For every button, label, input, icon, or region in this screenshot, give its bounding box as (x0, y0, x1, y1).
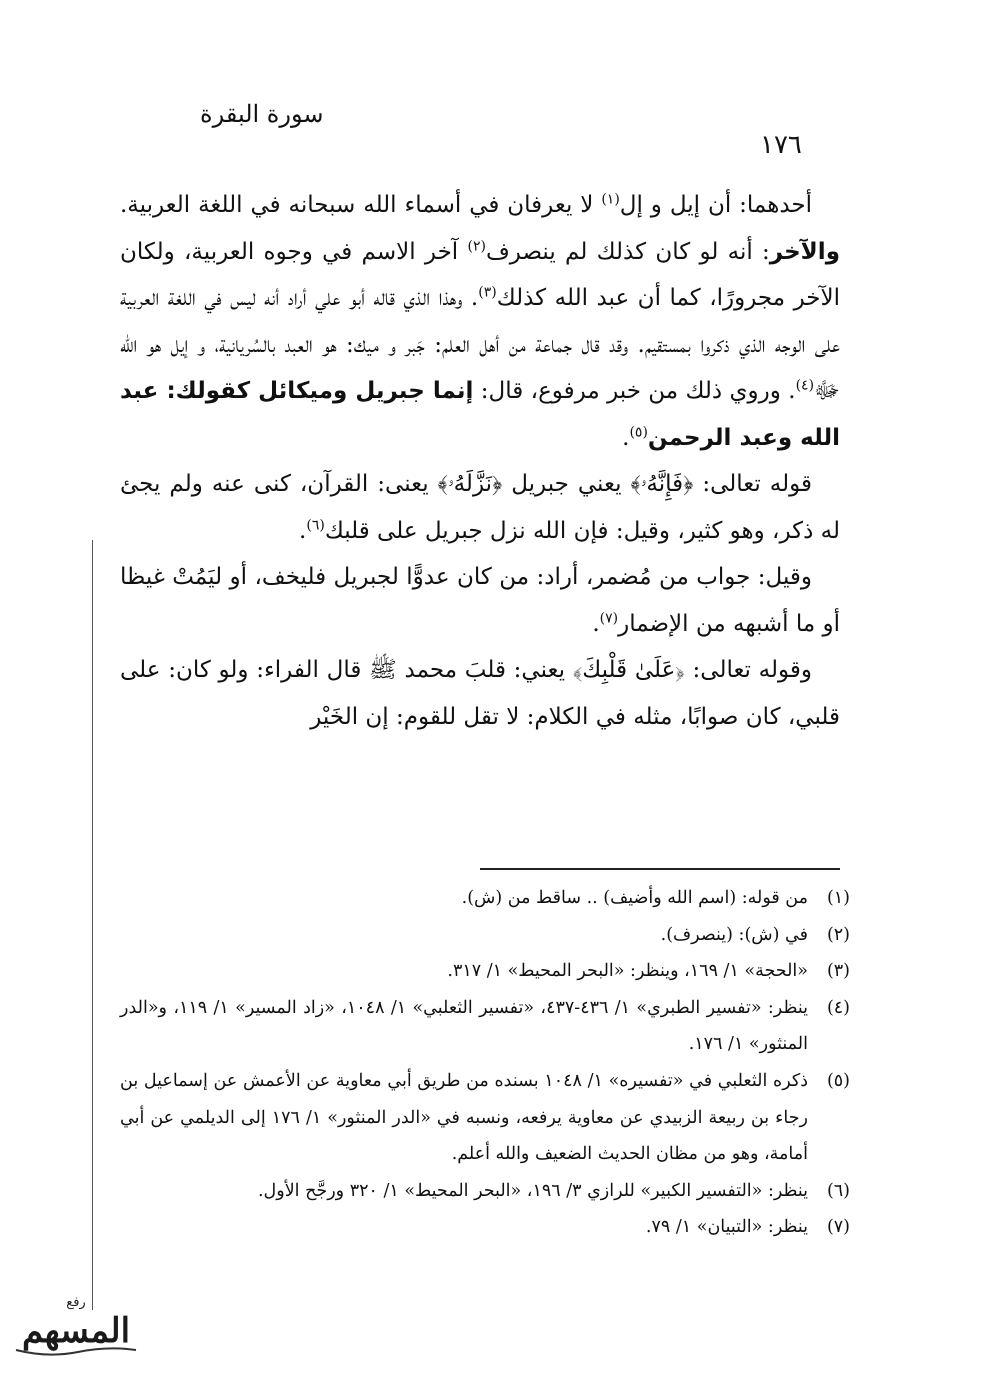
hadith-quote: إنما جبريل وميكائل كقولك: عبد الله وعبد الرحمن (120, 378, 840, 451)
footnote-text: من قوله: (اسم الله وأضيف) .. ساقط من (ش). (461, 888, 808, 908)
footnote-ref-1: (١) (601, 191, 620, 208)
footnote-number: (٤) (826, 997, 850, 1018)
footnote-divider (480, 868, 840, 870)
text-span: وقيل: جواب من مُضمر، أراد: من كان عدوًّا لجبريل فليخف، أو ليَمُتْ غيظا أو ما أشبهه من الإضمار (120, 564, 840, 637)
text-span: : أنه لو كان كذلك لم ينصرف (485, 238, 770, 265)
footnote-6 (120, 1173, 850, 1210)
logo-text: المسهم (21, 1311, 131, 1351)
footnote-text: ينظر: «تفسير الطبري» ١/ ٤٣٦-٤٣٧، «تفسير الثعلبي» ١/ ١٠٤٨، «زاد المسير» ١/ ١١٩، و«الدر المنثور» ١/ ١٧٦. (120, 997, 808, 1055)
text-span: قوله تعالى: ﴿فَإِنَّهُۥ﴾ يعني جبريل ﴿نَزَّلَهُۥ﴾ يعنى: القرآن، كنى عنه ولم يجئ له ذكر، وهو كثير، وقيل: فإن الله نزل جبريل على قلبك (120, 471, 840, 544)
footnote-ref-2: (٢) (467, 237, 486, 254)
footnote-text: ينظر: «التبيان» ١/ ٧٩. (645, 1217, 808, 1238)
text-span: آخر الاسم في وجوه العربية، ولكان الآخر مجرورًا، كما أن عبد الله كذلك (120, 238, 840, 311)
footnote-number: (١) (826, 888, 850, 908)
footnote-text: ذكره الثعلبي في «تفسيره» ١/ ١٠٤٨ بسنده من طريق أبي معاوية عن الأعمش عن إسماعيل بن رجاء بن ربيعة الزبيدي عن معاوية يرفعه، ونسبه في «الدر المنثور» ١/ ١٧٦ إلى الديلمي عن أبي أمامة، وهو من مظان الحديث الضعيف والله أعلم. (120, 1070, 808, 1165)
logo-small-text: رفع (66, 1295, 86, 1310)
main-text (120, 182, 840, 740)
margin-line (92, 540, 93, 1310)
footnote-1 (120, 880, 850, 917)
footnote-text: ينظر: «التفسير الكبير» للرازي ٣/ ١٩٦، «البحر المحيط» ١/ ٣٢٠ ورجَّح الأول. (257, 1180, 808, 1201)
footnote-2 (120, 917, 850, 954)
footnote-5 (120, 1063, 850, 1173)
footnote-3 (120, 953, 850, 990)
footnote-text: في (ش): (ينصرف). (660, 924, 808, 945)
surah-title: سورة البقرة (200, 100, 324, 128)
footnote-text: «الحجة» ١/ ١٦٩، وينظر: «البحر المحيط» ١/ ٣١٧. (447, 961, 808, 982)
footnote-number: (٥) (826, 1070, 850, 1091)
text-span: . (622, 424, 630, 451)
bold-term: والآخر (769, 238, 840, 265)
footnote-number: (٣) (826, 961, 850, 982)
footnote-number: (٦) (826, 1180, 850, 1201)
footnote-ref-7: (٧) (599, 609, 619, 626)
text-span: . (592, 610, 600, 637)
text-span: لا يعرفان في أسماء الله سبحانه في اللغة العربية. (120, 192, 602, 218)
footnote-ref-4: (٤) (795, 377, 815, 394)
paragraph-1 (120, 182, 840, 461)
footnote-number: (٢) (826, 924, 850, 945)
text-span: أحدهما: أن إيل و إل (619, 192, 813, 218)
paragraph-3 (120, 554, 840, 647)
paragraph-2 (120, 461, 840, 554)
footnote-ref-5: (٥) (629, 423, 648, 440)
footnote-7 (120, 1209, 850, 1246)
watermark-logo (8, 1290, 143, 1365)
footnote-ref-6: (٦) (306, 516, 325, 533)
text-span: . (299, 517, 307, 544)
paragraph-4: وقوله تعالى: ﴿عَلَىٰ قَلْبِكَ﴾ يعني: قلبَ محمد ﷺ قال الفراء: ولو كان: على قلبي، كان صوابًا، مثله في الكلام: لا تقل للقوم: إن الخَيْر (120, 657, 840, 730)
footnote-number: (٧) (826, 1217, 850, 1238)
page-number: ١٧٦ (760, 130, 802, 160)
footnote-4 (120, 990, 850, 1063)
footnotes (120, 880, 850, 1246)
footnote-ref-3: (٣) (478, 284, 497, 301)
text-span: . وروي ذلك من خبر مرفوع، قال: (473, 378, 796, 404)
text-span: . وهذا الذي قاله أبو علي أراد أنه ليس في اللغة العربية على الوجه الذي ذكروا بمستقيم. وقد قال جماعة من أهل العلم: جَبر و ميك: هو العبد بالسُريانية، و إيل هو الله ﷻ (120, 285, 840, 404)
